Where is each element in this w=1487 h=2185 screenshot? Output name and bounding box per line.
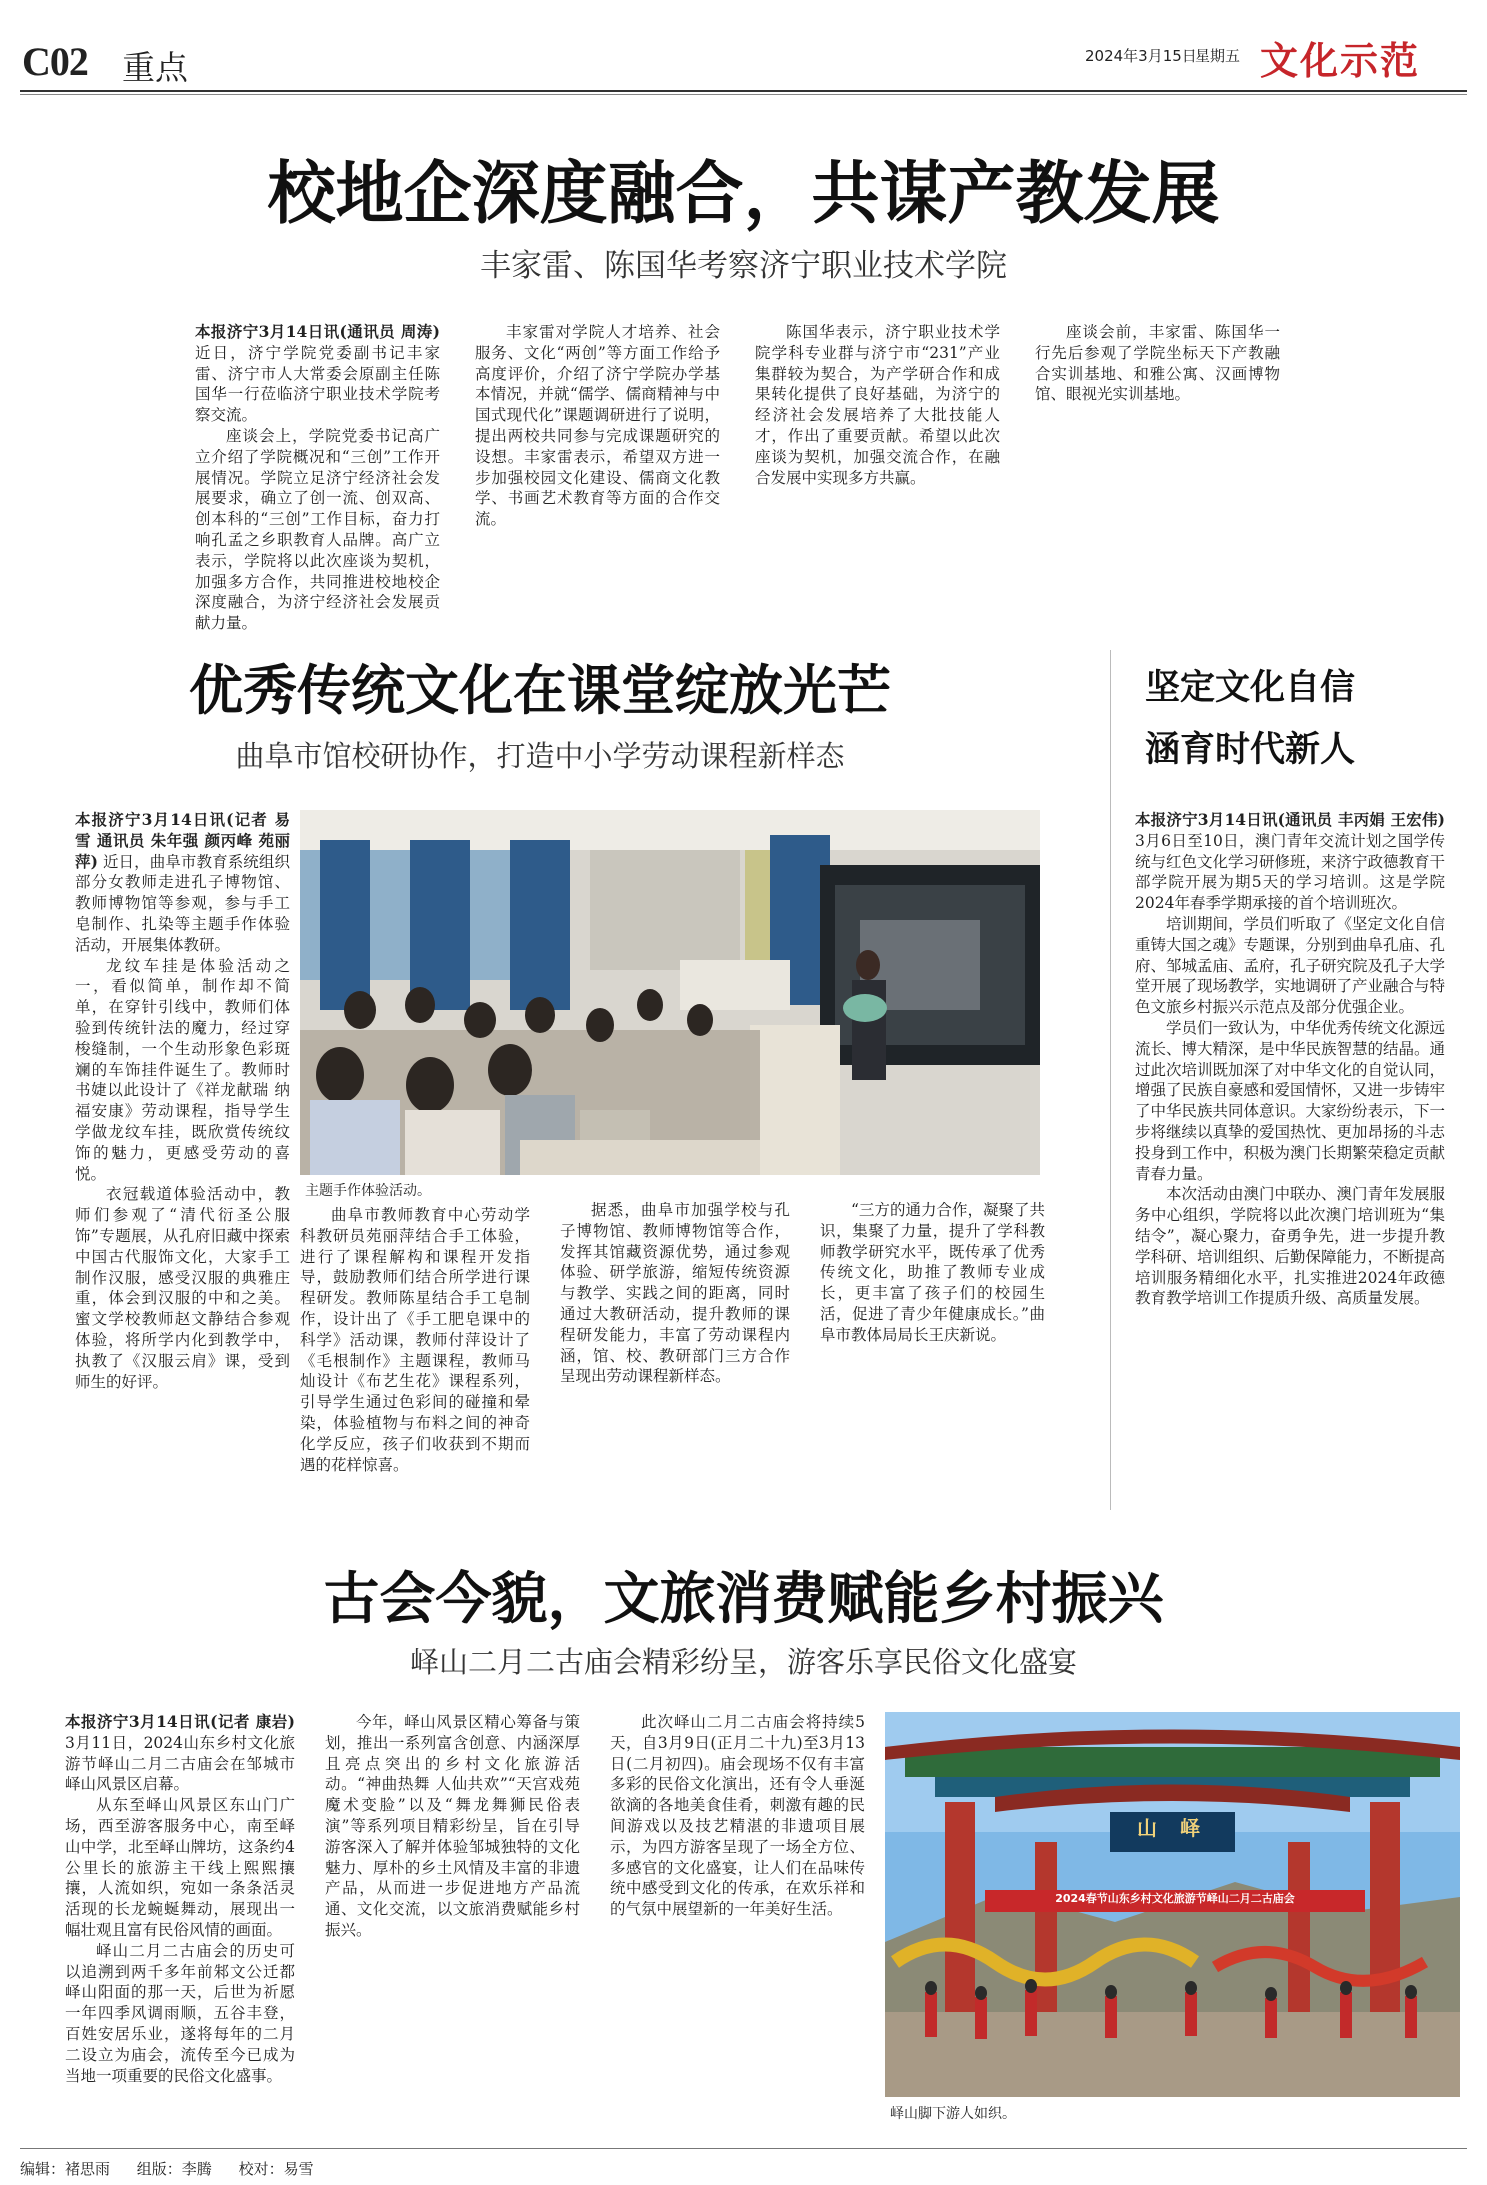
article3-para: 培训期间，学员们听取了《坚定文化自信 重铸大国之魂》专题课，分别到曲阜孔庙、孔府、邹城孟庙、孟府，孔子研究院及孔子大学堂开展了现场教学，实地调研了产业融合与特色文旅乡村振兴示范点及部分优强企业。 bbox=[1135, 914, 1446, 1017]
article2-byline: 本报济宁3月14日讯(记者 易雪 通讯员 朱年强 颜丙峰 苑丽萍) bbox=[75, 810, 290, 871]
article1-col3 bbox=[755, 322, 1000, 592]
classroom-photo-caption: 主题手作体验活动。 bbox=[305, 1183, 431, 1199]
article1-col1 bbox=[195, 322, 440, 633]
article1-col2 bbox=[475, 322, 720, 592]
gate-banner-text: 2024春节山东乡村文化旅游节峄山二月二古庙会 bbox=[1055, 1892, 1295, 1905]
article2-col2 bbox=[300, 1205, 530, 1505]
gate-plaque-text: 山 峄 bbox=[1137, 1816, 1208, 1840]
article3-headline-line2: 涵育时代新人 bbox=[1145, 729, 1356, 770]
page-number: C02 bbox=[22, 39, 88, 84]
article1-subhead: 丰家雷、陈国华考察济宁职业技术学院 bbox=[480, 248, 1007, 284]
article4-col3 bbox=[610, 1712, 865, 2132]
article2-para: 据悉，曲阜市加强学校与孔子博物馆、教师博物馆等合作，发挥其馆藏资源优势，通过参观体验、研学旅游，缩短传统资源与教学、实践之间的距离，同时通过大教研活动，提升教师的课程研发能力，丰富了劳动课程内涵，馆、校、教研部门三方合作呈现出劳动课程新样态。 bbox=[560, 1201, 790, 1386]
article2-subhead: 曲阜市馆校研协作，打造中小学劳动课程新样态 bbox=[235, 739, 845, 773]
article2-col4 bbox=[820, 1200, 1045, 1505]
article2-para: 衣冠载道体验活动中，教师们参观了“清代衍圣公服饰”专题展，从孔府旧藏中探索中国古代服饰文化，大家手工制作汉服，感受汉服的典雅庄重，体会到汉服的中和之美。蜜文学校教师赵文静结合参观体验，将所学内化到教学中，执教了《汉服云肩》课，受到师生的好评。 bbox=[75, 1185, 290, 1391]
article2-para: 龙纹车挂是体验活动之一，看似简单，制作却不简单，在穿针引线中，教师们体验到传统针法的魔力，经过穿梭缝制，一个生动形象色彩斑斓的车饰挂件诞生了。教师时书婕以此设计了《祥龙献瑞 纳福安康》劳动课程，指导学生学做龙纹车挂，既欣赏传统纹饰的魅力，更感受劳动的喜悦。 bbox=[75, 956, 290, 1183]
footer-designer: 组版：李腾 bbox=[136, 2160, 212, 2178]
column-divider bbox=[1110, 650, 1111, 1510]
classroom-photo bbox=[300, 810, 1040, 1175]
footer-credits bbox=[20, 2158, 336, 2179]
footer-rule bbox=[20, 2148, 1467, 2149]
article4-para: 今年，峄山风景区精心筹备与策划，推出一系列富含创意、内涵深厚且亮点突出的乡村文化旅游活动。“神曲热舞 人仙共欢”“天宫戏苑 魔术变脸”以及“舞龙舞狮民俗表演”等系列项目精彩纷呈，旨在引导游客深入了解并体验邹城独特的文化魅力、厚朴的乡土风情及丰富的非遗产品，从而进一步促进地方产品流通、文化交流，以文旅消费赋能乡村振兴。 bbox=[325, 1713, 580, 1939]
masthead-rule-thin bbox=[20, 94, 1467, 95]
article4-para: 从东至峄山风景区东山门广场，西至游客服务中心，南至峄山中学，北至峄山牌坊，这条约4公里长的旅游主干线上熙熙攘攘，人流如织，宛如一条条活灵活现的长龙蜿蜒舞动，展现出一幅壮观且富有民俗风情的画面。 bbox=[65, 1796, 295, 1939]
issue-date: 2024年3月15日 bbox=[1085, 47, 1197, 65]
article2-para: 近日，曲阜市教育系统组织部分女教师走进孔子博物馆、教师博物馆等参观，参与手工皂制作、扎染等主题手作体验活动，开展集体教研。 bbox=[75, 852, 290, 954]
article1-para: 座谈会前，丰家雷、陈国华一行先后参观了学院坐标天下产教融合实训基地、和雅公寓、汉画博物馆、眼视光实训基地。 bbox=[1035, 323, 1280, 404]
article2-headline: 优秀传统文化在课堂绽放光芒 bbox=[189, 658, 891, 722]
temple-fair-photo-caption: 峄山脚下游人如织。 bbox=[890, 2106, 1016, 2122]
article4-para: 峄山二月二古庙会的历史可以追溯到两千多年前邾文公迁都峄山阳面的那一天，后世为祈愿一年四季风调雨顺，五谷丰登，百姓安居乐业，遂将每年的二月二设立为庙会，流传至今已成为当地一项重要的民俗文化盛事。 bbox=[65, 1941, 295, 2085]
article1-para: 陈国华表示，济宁职业技术学院学科专业群与济宁市“231”产业集群较为契合，为产学研合作和成果转化提供了良好基础，为济宁的经济社会发展培养了大批技能人才，作出了重要贡献。希望以此次座谈为契机，加强交流合作，在融合发展中实现多方共赢。 bbox=[755, 323, 1000, 487]
section-name: 重点 bbox=[122, 48, 188, 87]
article1-para: 丰家雷对学院人才培养、社会服务、文化“两创”等方面工作给予高度评价，介绍了济宁学院办学基本情况，并就“儒学、儒商精神与中国式现代化”课题调研进行了说明，提出两校共同参与完成课题研究的设想。丰家雷表示，希望双方进一步加强校园文化建设、儒商文化教学、书画艺术教育等方面的合作交流。 bbox=[475, 323, 720, 529]
article2-para: “三方的通力合作，凝聚了共识，集聚了力量，提升了学科教师教学研究水平，既传承了优秀传统文化，助推了教师专业成长，更丰富了孩子们的校园生活，促进了青少年健康成长。”曲阜市教体局局长王庆新说。 bbox=[820, 1201, 1045, 1344]
classroom-photo-drawing bbox=[300, 810, 1040, 1175]
article3-para: 学员们一致认为，中华优秀传统文化源远流长、博大精深，是中华民族智慧的结晶。通过此次培训既加深了对中华文化的自觉认同，增强了民族自豪感和爱国情怀，又进一步铸牢了中华民族共同体意识。大家纷纷表示，下一步将继续以真挚的爱国热忱、更加昂扬的斗志投身到工作中，积极为澳门长期繁荣稳定贡献青春力量。 bbox=[1135, 1018, 1446, 1183]
footer-editor: 编辑：褚思雨 bbox=[20, 2160, 111, 2178]
brand-logo: 文化示范 bbox=[1260, 38, 1421, 83]
article3-byline: 本报济宁3月14日讯(通讯员 丰丙娟 王宏伟) bbox=[1135, 810, 1445, 829]
article1-para: 座谈会上，学院党委书记高广立介绍了学院概况和“三创”工作开展情况。学院立足济宁经济社会发展要求，确立了创一流、创双高、创本科的“三创”工作目标，奋力打响孔孟之乡职教育人品牌。高广立表示，学院将以此次座谈为契机，加强多方合作，共同推进校地校企深度融合，为济宁经济社会发展贡献力量。 bbox=[195, 426, 440, 633]
article4-byline: 本报济宁3月14日讯(记者 康岩) bbox=[65, 1712, 295, 1731]
temple-fair-photo bbox=[885, 1712, 1460, 2097]
article4-para: 3月11日，2024山东乡村文化旅游节峄山二月二古庙会在邹城市峄山风景区启幕。 bbox=[65, 1733, 295, 1794]
article1-para: 近日，济宁学院党委副书记丰家雷、济宁市人大常委会原副主任陈国华一行莅临济宁职业技术学院考察交流。 bbox=[195, 343, 440, 425]
footer-proofreader: 校对：易雪 bbox=[238, 2160, 314, 2178]
masthead-rule bbox=[20, 90, 1467, 92]
article2-col1 bbox=[75, 810, 290, 1505]
issue-weekday: 星期五 bbox=[1195, 47, 1241, 65]
article4-headline: 古会今貌，文旅消费赋能乡村振兴 bbox=[323, 1566, 1164, 1632]
article1-col4 bbox=[1035, 322, 1280, 592]
article1-headline: 校地企深度融合，共谋产教发展 bbox=[267, 154, 1220, 234]
article4-subhead: 峄山二月二古庙会精彩纷呈，游客乐享民俗文化盛宴 bbox=[409, 1645, 1077, 1679]
article3-para: 3月6日至10日，澳门青年交流计划之国学传统与红色文化学习研修班，来济宁政德教育干部学院开展为期5天的学习培训。这是学院2024年春季学期承接的首个培训班次。 bbox=[1135, 831, 1446, 913]
article4-col2 bbox=[325, 1712, 580, 2132]
article2-col3 bbox=[560, 1200, 790, 1505]
article4-para: 此次峄山二月二古庙会将持续5天，自3月9日(正月二十九)至3月13日(二月初四)。庙会现场不仅有丰富多彩的民俗文化演出，还有令人垂涎欲滴的各地美食佳肴，刺激有趣的民间游戏以及技艺精湛的非遗项目展示，为四方游客呈现了一场全方位、多感官的文化盛宴，让人们在品味传统中感受到文化的传承，在欢乐祥和的气氛中展望新的一年美好生活。 bbox=[610, 1713, 865, 1919]
article3-para: 本次活动由澳门中联办、澳门青年发展服务中心组织，学院将以此次澳门培训班为“集结令”，凝心聚力，奋勇争先，进一步提升教学科研、培训组织、后勤保障能力，不断提高培训服务精细化水平，扎实推进2024年政德教育教学培训工作提质升级、高质量发展。 bbox=[1135, 1185, 1446, 1308]
article1-byline: 本报济宁3月14日讯(通讯员 周涛) bbox=[195, 322, 440, 341]
article2-para: 曲阜市教师教育中心劳动学科教研员苑丽萍结合手工体验，进行了课程解构和课程开发指导，鼓励教师们结合所学进行课程研发。教师陈星结合手工皂制作，设计出了《手工肥皂课中的科学》活动课，教师付萍设计了《毛根制作》主题课程，教师马灿设计《布艺生花》课程系列，引导学生通过色彩间的碰撞和晕染，体验植物与布料之间的神奇化学反应，孩子们收获到不期而遇的花样惊喜。 bbox=[300, 1206, 530, 1474]
article3-body bbox=[1135, 810, 1445, 1510]
article4-col1 bbox=[65, 1712, 295, 2132]
article3-headline-line1: 坚定文化自信 bbox=[1145, 667, 1356, 708]
